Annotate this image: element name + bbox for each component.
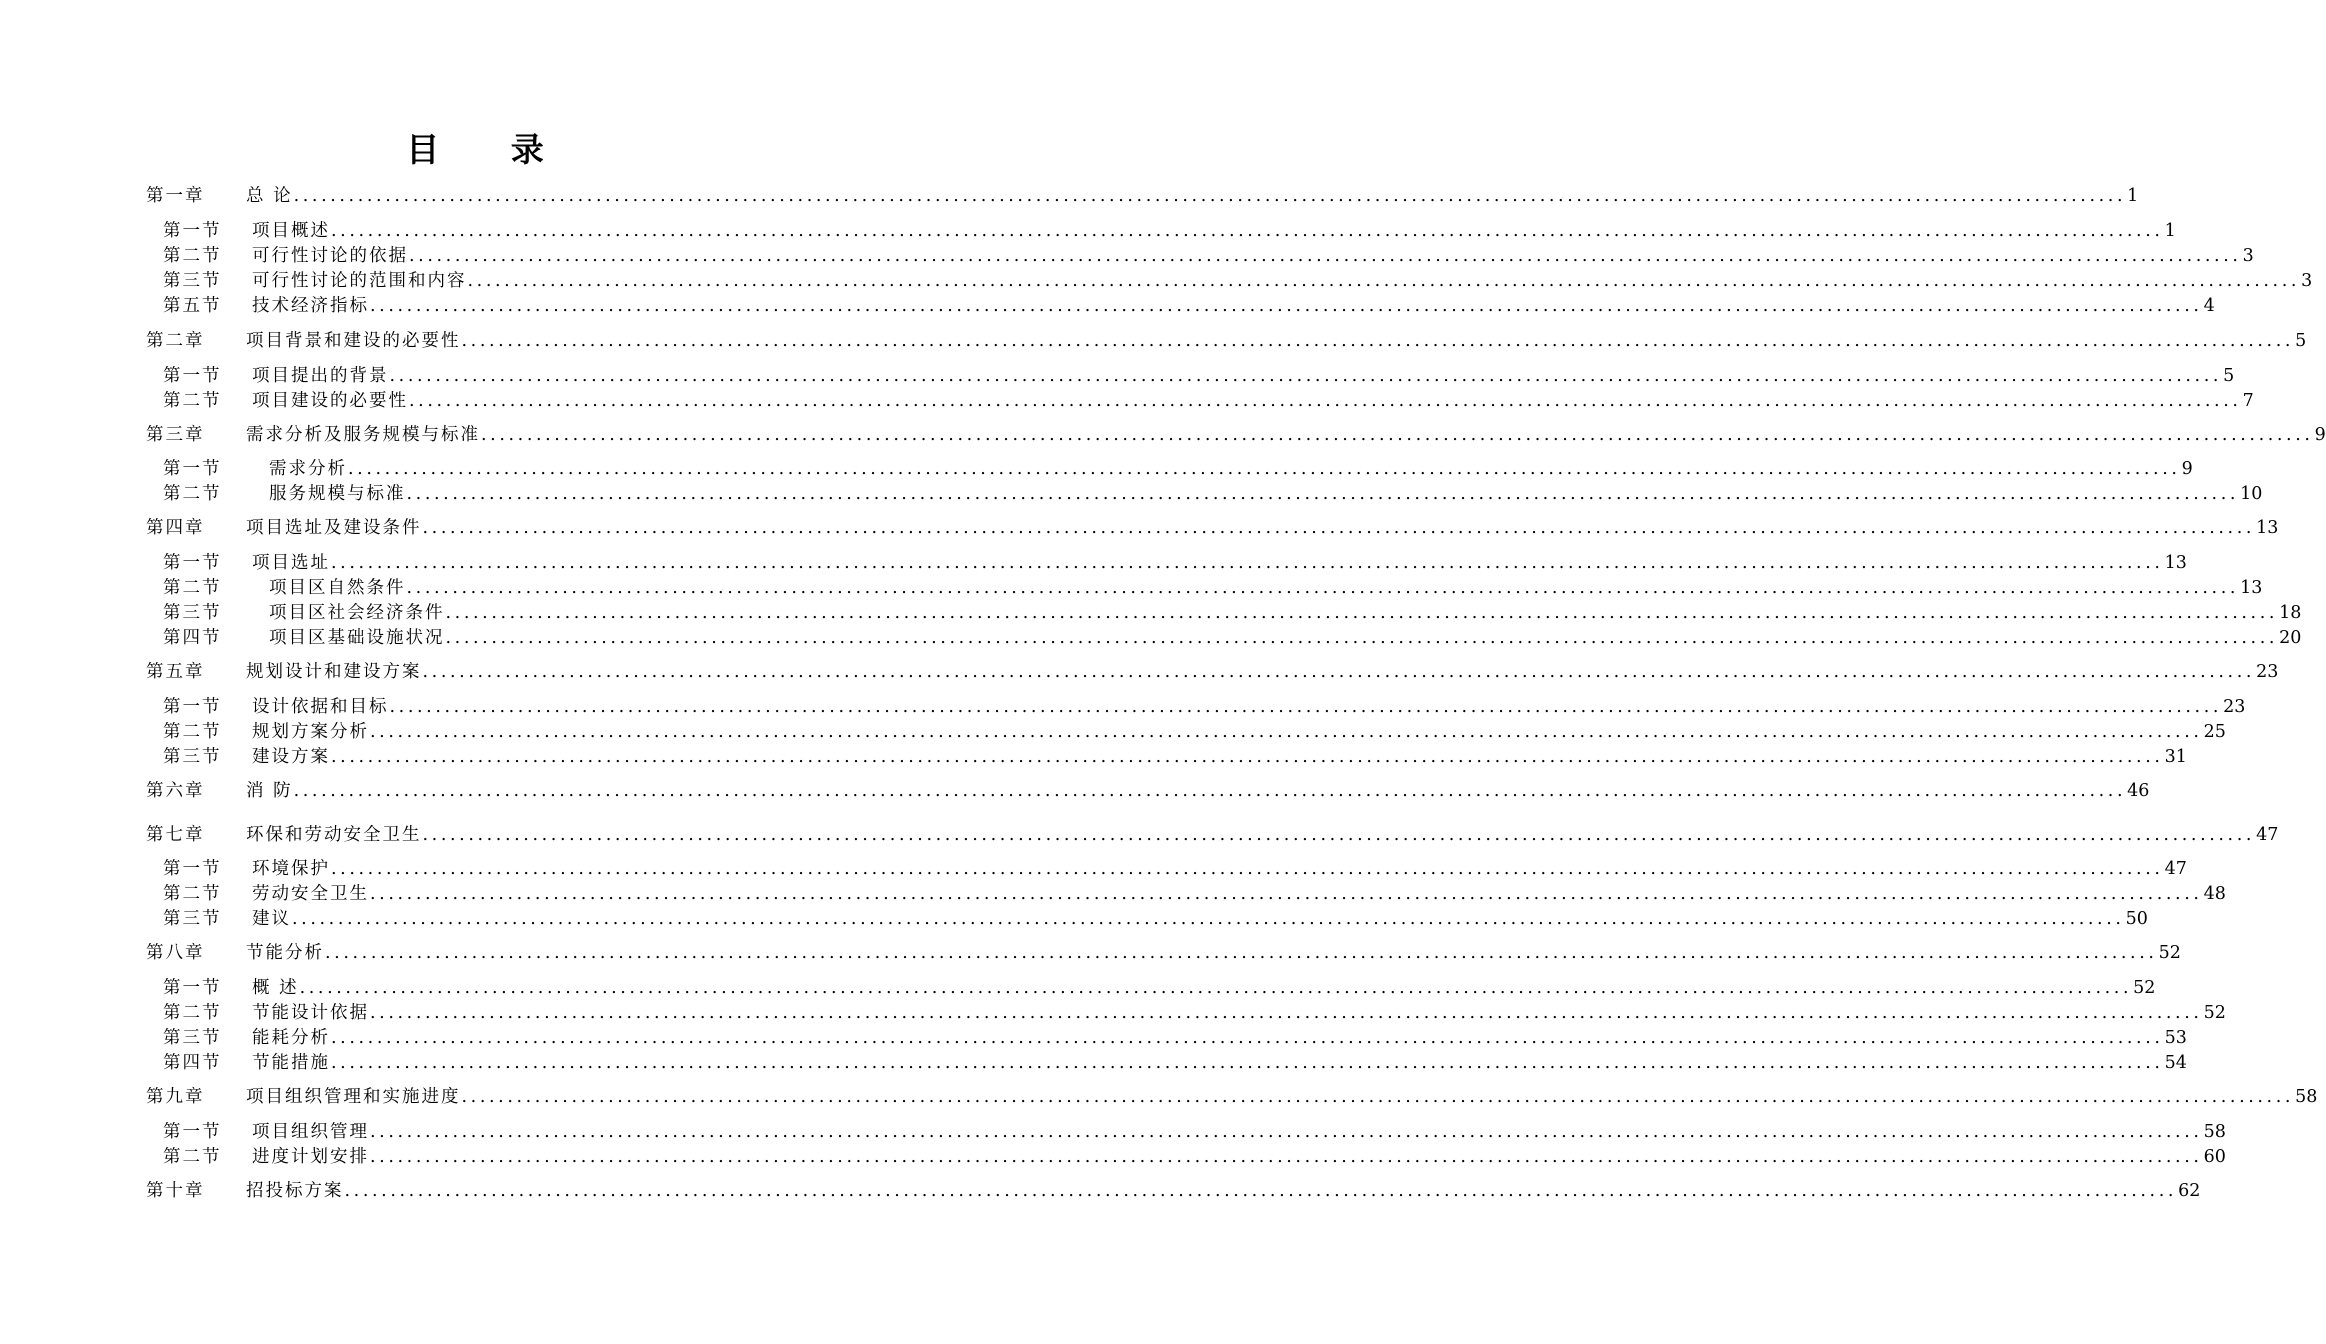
toc-section-entry[interactable] [163,457,2193,481]
toc-entry-title: 项目概述 [252,221,330,241]
toc-entry-number: 第八章 [146,943,205,963]
toc-page-number: 23 [2256,662,2279,682]
toc-entry-number: 第三节 [163,747,222,767]
toc-section-entry[interactable] [163,1001,2226,1025]
toc-dot-leader: ........................................................................................................................................................................................................ [461,331,2295,351]
toc-section-entry[interactable] [163,576,2263,600]
toc-section-entry[interactable] [163,626,2302,650]
toc-entry-title: 设计依据和目标 [252,697,389,717]
toc-entry-title: 项目组织管理 [252,1122,369,1142]
toc-dot-leader: ........................................................................................................................................................................................................ [331,859,2164,879]
toc-chapter-entry[interactable] [146,184,2139,208]
toc-dot-leader: ........................................................................................................................................................................................................ [406,578,2240,598]
toc-section-entry[interactable] [163,1120,2226,1144]
toc-page-number: 1 [2127,186,2139,206]
toc-entry-title: 建议 [252,909,291,929]
toc-section-entry[interactable] [163,907,2148,931]
toc-page-number: 52 [2158,943,2181,963]
toc-entry-title: 项目区自然条件 [269,578,406,598]
toc-section-entry[interactable] [163,601,2302,625]
toc-entry-title: 概 述 [252,978,299,998]
toc-chapter-entry[interactable] [146,1085,2318,1109]
toc-entry-title: 规划方案分析 [252,722,369,742]
toc-dot-leader: ........................................................................................................................................................................................................ [467,271,2301,291]
toc-entry-title: 需求分析 [269,459,347,479]
toc-dot-leader: ........................................................................................................................................................................................................ [461,1087,2295,1107]
toc-entry-title: 可行性讨论的范围和内容 [252,271,467,291]
toc-section-entry[interactable] [163,364,2235,388]
toc-page-number: 10 [2240,484,2263,504]
toc-entry-title: 项目提出的背景 [252,366,389,386]
toc-page-number: 53 [2164,1028,2187,1048]
toc-dot-leader: ........................................................................................................................................................................................................ [370,722,2203,742]
toc-page-number: 1 [2164,221,2176,241]
toc-section-entry[interactable] [163,482,2263,506]
toc-section-entry[interactable] [163,551,2187,575]
toc-entry-number: 第一章 [146,186,205,206]
toc-entry-title: 能耗分析 [252,1028,330,1048]
toc-entry-number: 第一节 [163,697,222,717]
toc-entry-title: 进度计划安排 [252,1147,369,1167]
toc-dot-leader: ........................................................................................................................................................................................................ [344,1181,2178,1201]
toc-page-number: 13 [2256,518,2279,538]
toc-dot-leader: ........................................................................................................................................................................................................ [422,518,2256,538]
toc-page-number: 3 [2242,246,2254,266]
toc-page-number: 25 [2203,722,2226,742]
toc-section-entry[interactable] [163,882,2226,906]
toc-section-entry[interactable] [163,1026,2187,1050]
toc-entry-title: 节能措施 [252,1053,330,1073]
toc-dot-leader: ........................................................................................................................................................................................................ [370,1147,2203,1167]
toc-dot-leader: ........................................................................................................................................................................................................ [331,1053,2164,1073]
toc-entry-number: 第二节 [163,1147,222,1167]
toc-page-number: 31 [2164,747,2187,767]
toc-entry-number: 第一节 [163,366,222,386]
toc-entry-number: 第一节 [163,859,222,879]
toc-page-number: 5 [2295,331,2307,351]
toc-page-number: 52 [2133,978,2156,998]
toc-entry-number: 第一节 [163,978,222,998]
toc-entry-number: 第二节 [163,722,222,742]
toc-dot-leader: ........................................................................................................................................................................................................ [370,884,2203,904]
toc-page-number: 18 [2279,603,2302,623]
toc-page-number: 23 [2223,697,2246,717]
toc-page-number: 47 [2256,825,2279,845]
toc-entry-number: 第三章 [146,425,205,445]
toc-entry-title: 招投标方案 [246,1181,344,1201]
toc-dot-leader: ........................................................................................................................................................................................................ [409,246,2242,266]
toc-entry-title: 项目背景和建设的必要性 [246,331,461,351]
toc-dot-leader: ........................................................................................................................................................................................................ [348,459,2181,479]
toc-dot-leader: ........................................................................................................................................................................................................ [481,425,2314,445]
toc-section-entry[interactable] [163,294,2215,318]
page-title: 目 录 [406,130,574,169]
toc-chapter-entry[interactable] [146,941,2181,965]
toc-entry-title: 项目选址及建设条件 [246,518,422,538]
toc-entry-number: 第二节 [163,1003,222,1023]
toc-section-entry[interactable] [163,857,2187,881]
toc-page-number: 3 [2301,271,2313,291]
toc-entry-number: 第二节 [163,484,222,504]
toc-dot-leader: ........................................................................................................................................................................................................ [409,391,2242,411]
toc-dot-leader: ........................................................................................................................................................................................................ [370,1122,2203,1142]
toc-page-number: 58 [2295,1087,2318,1107]
toc-dot-leader: ........................................................................................................................................................................................................ [292,909,2125,929]
toc-dot-leader: ........................................................................................................................................................................................................ [406,484,2240,504]
toc-entry-title: 技术经济指标 [252,296,369,316]
toc-dot-leader: ........................................................................................................................................................................................................ [445,603,2279,623]
toc-chapter-entry[interactable] [146,423,2326,447]
toc-entry-title: 项目组织管理和实施进度 [246,1087,461,1107]
toc-entry-number: 第四节 [163,1053,222,1073]
toc-section-entry[interactable] [163,1051,2187,1075]
toc-entry-title: 项目选址 [252,553,330,573]
toc-dot-leader: ........................................................................................................................................................................................................ [325,943,2158,963]
toc-page-number: 48 [2203,884,2226,904]
toc-page-number: 58 [2203,1122,2226,1142]
toc-entry-number: 第四节 [163,628,222,648]
toc-page-number: 9 [2181,459,2193,479]
toc-entry-number: 第一节 [163,459,222,479]
toc-entry-title: 环境保护 [252,859,330,879]
toc-entry-title: 需求分析及服务规模与标准 [246,425,480,445]
toc-section-entry[interactable] [163,269,2313,293]
toc-entry-number: 第一节 [163,553,222,573]
toc-page-number: 46 [2127,781,2150,801]
toc-entry-number: 第一节 [163,221,222,241]
toc-entry-title: 消 防 [246,781,293,801]
toc-section-entry[interactable] [163,1145,2226,1169]
toc-dot-leader: ........................................................................................................................................................................................................ [445,628,2279,648]
toc-dot-leader: ........................................................................................................................................................................................................ [331,221,2164,241]
toc-chapter-entry[interactable] [146,779,2150,803]
toc-entry-title: 劳动安全卫生 [252,884,369,904]
toc-chapter-entry[interactable] [146,660,2279,684]
toc-entry-number: 第二节 [163,578,222,598]
toc-entry-number: 第五节 [163,296,222,316]
toc-chapter-entry[interactable] [146,329,2307,353]
toc-dot-leader: ........................................................................................................................................................................................................ [293,781,2127,801]
toc-page-number: 54 [2164,1053,2187,1073]
toc-dot-leader: ........................................................................................................................................................................................................ [299,978,2133,998]
toc-page-number: 13 [2164,553,2187,573]
toc-page-number: 13 [2240,578,2263,598]
toc-entry-title: 服务规模与标准 [269,484,406,504]
toc-section-entry[interactable] [163,244,2254,268]
toc-page-number: 62 [2178,1181,2201,1201]
toc-chapter-entry[interactable] [146,823,2279,847]
toc-entry-number: 第四章 [146,518,205,538]
toc-section-entry[interactable] [163,219,2176,243]
toc-page-number: 60 [2203,1147,2226,1167]
toc-entry-title: 项目区社会经济条件 [269,603,445,623]
toc-entry-title: 项目区基础设施状况 [269,628,445,648]
toc-entry-number: 第三节 [163,603,222,623]
toc-entry-number: 第二节 [163,884,222,904]
toc-entry-number: 第五章 [146,662,205,682]
toc-entry-number: 第二节 [163,391,222,411]
toc-entry-number: 第六章 [146,781,205,801]
toc-section-entry[interactable] [163,745,2187,769]
toc-entry-number: 第七章 [146,825,205,845]
toc-entry-title: 项目建设的必要性 [252,391,408,411]
toc-entry-title: 节能分析 [246,943,324,963]
toc-entry-number: 第二节 [163,246,222,266]
toc-entry-number: 第一节 [163,1122,222,1142]
toc-chapter-entry[interactable] [146,1179,2201,1203]
toc-section-entry[interactable] [163,720,2226,744]
toc-entry-number: 第三节 [163,909,222,929]
toc-entry-title: 规划设计和建设方案 [246,662,422,682]
toc-entry-title: 节能设计依据 [252,1003,369,1023]
toc-page-number: 7 [2242,391,2254,411]
toc-section-entry[interactable] [163,389,2254,413]
toc-section-entry[interactable] [163,976,2156,1000]
toc-page-number: 5 [2223,366,2235,386]
toc-dot-leader: ........................................................................................................................................................................................................ [370,296,2203,316]
toc-page-number: 47 [2164,859,2187,879]
toc-entry-title: 建设方案 [252,747,330,767]
toc-dot-leader: ........................................................................................................................................................................................................ [422,662,2256,682]
toc-section-entry[interactable] [163,695,2246,719]
toc-dot-leader: ........................................................................................................................................................................................................ [331,747,2164,767]
toc-dot-leader: ........................................................................................................................................................................................................ [389,366,2223,386]
toc-entry-number: 第二章 [146,331,205,351]
toc-entry-title: 总 论 [246,186,293,206]
toc-page-number: 20 [2279,628,2302,648]
toc-entry-title: 环保和劳动安全卫生 [246,825,422,845]
toc-dot-leader: ........................................................................................................................................................................................................ [389,697,2223,717]
toc-entry-number: 第九章 [146,1087,205,1107]
toc-page-number: 52 [2203,1003,2226,1023]
toc-dot-leader: ........................................................................................................................................................................................................ [331,1028,2164,1048]
toc-page-number: 50 [2125,909,2148,929]
toc-dot-leader: ........................................................................................................................................................................................................ [370,1003,2203,1023]
toc-entry-title: 可行性讨论的依据 [252,246,408,266]
toc-dot-leader: ........................................................................................................................................................................................................ [422,825,2256,845]
toc-page-number: 9 [2314,425,2326,445]
toc-entry-number: 第三节 [163,1028,222,1048]
toc-page-number: 4 [2203,296,2215,316]
toc-dot-leader: ........................................................................................................................................................................................................ [293,186,2127,206]
toc-entry-number: 第十章 [146,1181,205,1201]
toc-entry-number: 第三节 [163,271,222,291]
toc-dot-leader: ........................................................................................................................................................................................................ [331,553,2164,573]
toc-chapter-entry[interactable] [146,516,2279,540]
